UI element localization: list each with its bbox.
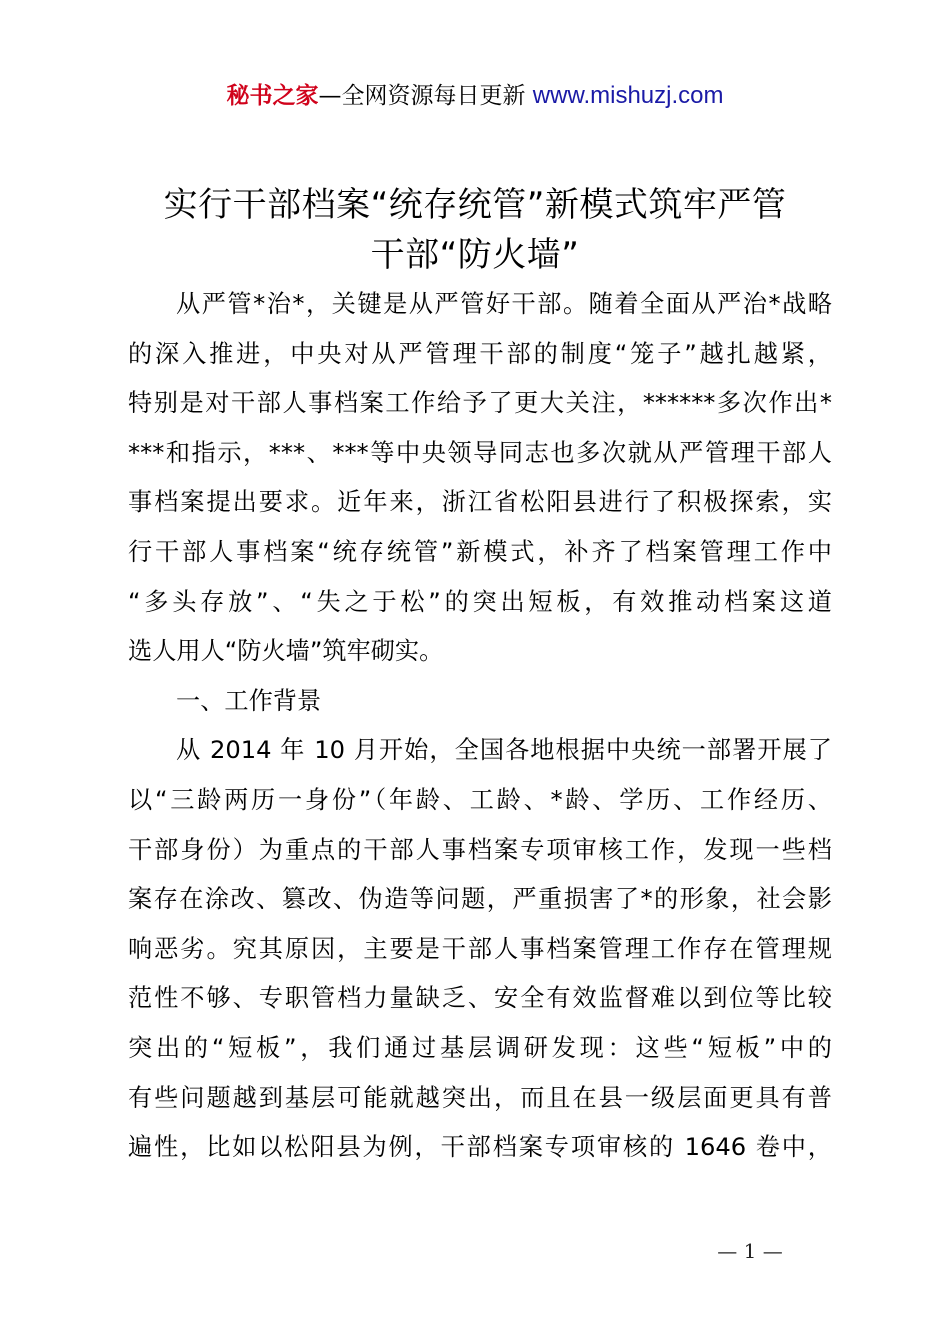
header-tagline: —全网资源每日更新 bbox=[318, 83, 533, 109]
paragraph-line: 突出的“短板”，我们通过基层调研发现：这些“短板”中的 bbox=[128, 1033, 832, 1062]
paragraph-line: 从严管*治*，关键是从严管好干部。随着全面从严治*战略 bbox=[176, 290, 832, 318]
paragraph-line: 遍性，比如以松阳县为例，干部档案专项审核的 1646 卷中， bbox=[128, 1133, 832, 1162]
paragraph-line: 的深入推进，中央对从严管理干部的制度“笼子”越扎越紧， bbox=[128, 339, 832, 368]
paragraph-line: 选人用人“防火墙”筑牢砌实。 bbox=[128, 637, 444, 666]
paragraph-line: 特别是对干部人事档案工作给予了更大关注，******多次作出* bbox=[128, 389, 832, 418]
paragraph-line: 以“三龄两历一身份”（年龄、工龄、*龄、学历、工作经历、 bbox=[128, 785, 832, 814]
paragraph-line: ***和指示，***、***等中央领导同志也多次就从严管理干部人 bbox=[128, 438, 832, 467]
paragraph-line: 案存在涂改、篡改、伪造等问题，严重损害了*的形象，社会影 bbox=[128, 885, 832, 914]
paragraph-line: 有些问题越到基层可能就越突出，而且在县一级层面更具有普 bbox=[128, 1083, 832, 1112]
site-url-link[interactable]: www.mishuzj.com bbox=[532, 82, 724, 109]
paragraph-line: “多头存放”、“失之于松”的突出短板，有效推动档案这道 bbox=[128, 587, 832, 616]
document-body bbox=[128, 280, 832, 1173]
title-line-2: 干部“防火墙” bbox=[370, 235, 580, 275]
section-heading: 一、工作背景 bbox=[176, 686, 322, 715]
brand-name: 秘书之家 bbox=[226, 83, 319, 109]
paragraph-line: 响恶劣。究其原因，主要是干部人事档案管理工作存在管理规 bbox=[128, 934, 832, 963]
document-title bbox=[120, 180, 830, 280]
paragraph-line: 范性不够、专职管档力量缺乏、安全有效监督难以到位等比较 bbox=[128, 984, 832, 1013]
title-line-1: 实行干部档案“统存统管”新模式筑牢严管 bbox=[163, 185, 787, 225]
site-header bbox=[0, 80, 950, 112]
paragraph-line: 从 2014 年 10 月开始，全国各地根据中央统一部署开展了 bbox=[176, 736, 832, 765]
paragraph-line: 行干部人事档案“统存统管”新模式，补齐了档案管理工作中 bbox=[128, 537, 832, 566]
paragraph-line: 干部身份）为重点的干部人事档案专项审核工作，发现一些档 bbox=[128, 835, 832, 864]
page-number: — 1 — bbox=[717, 1239, 783, 1263]
paragraph-line: 事档案提出要求。近年来，浙江省松阳县进行了积极探索，实 bbox=[128, 488, 832, 517]
